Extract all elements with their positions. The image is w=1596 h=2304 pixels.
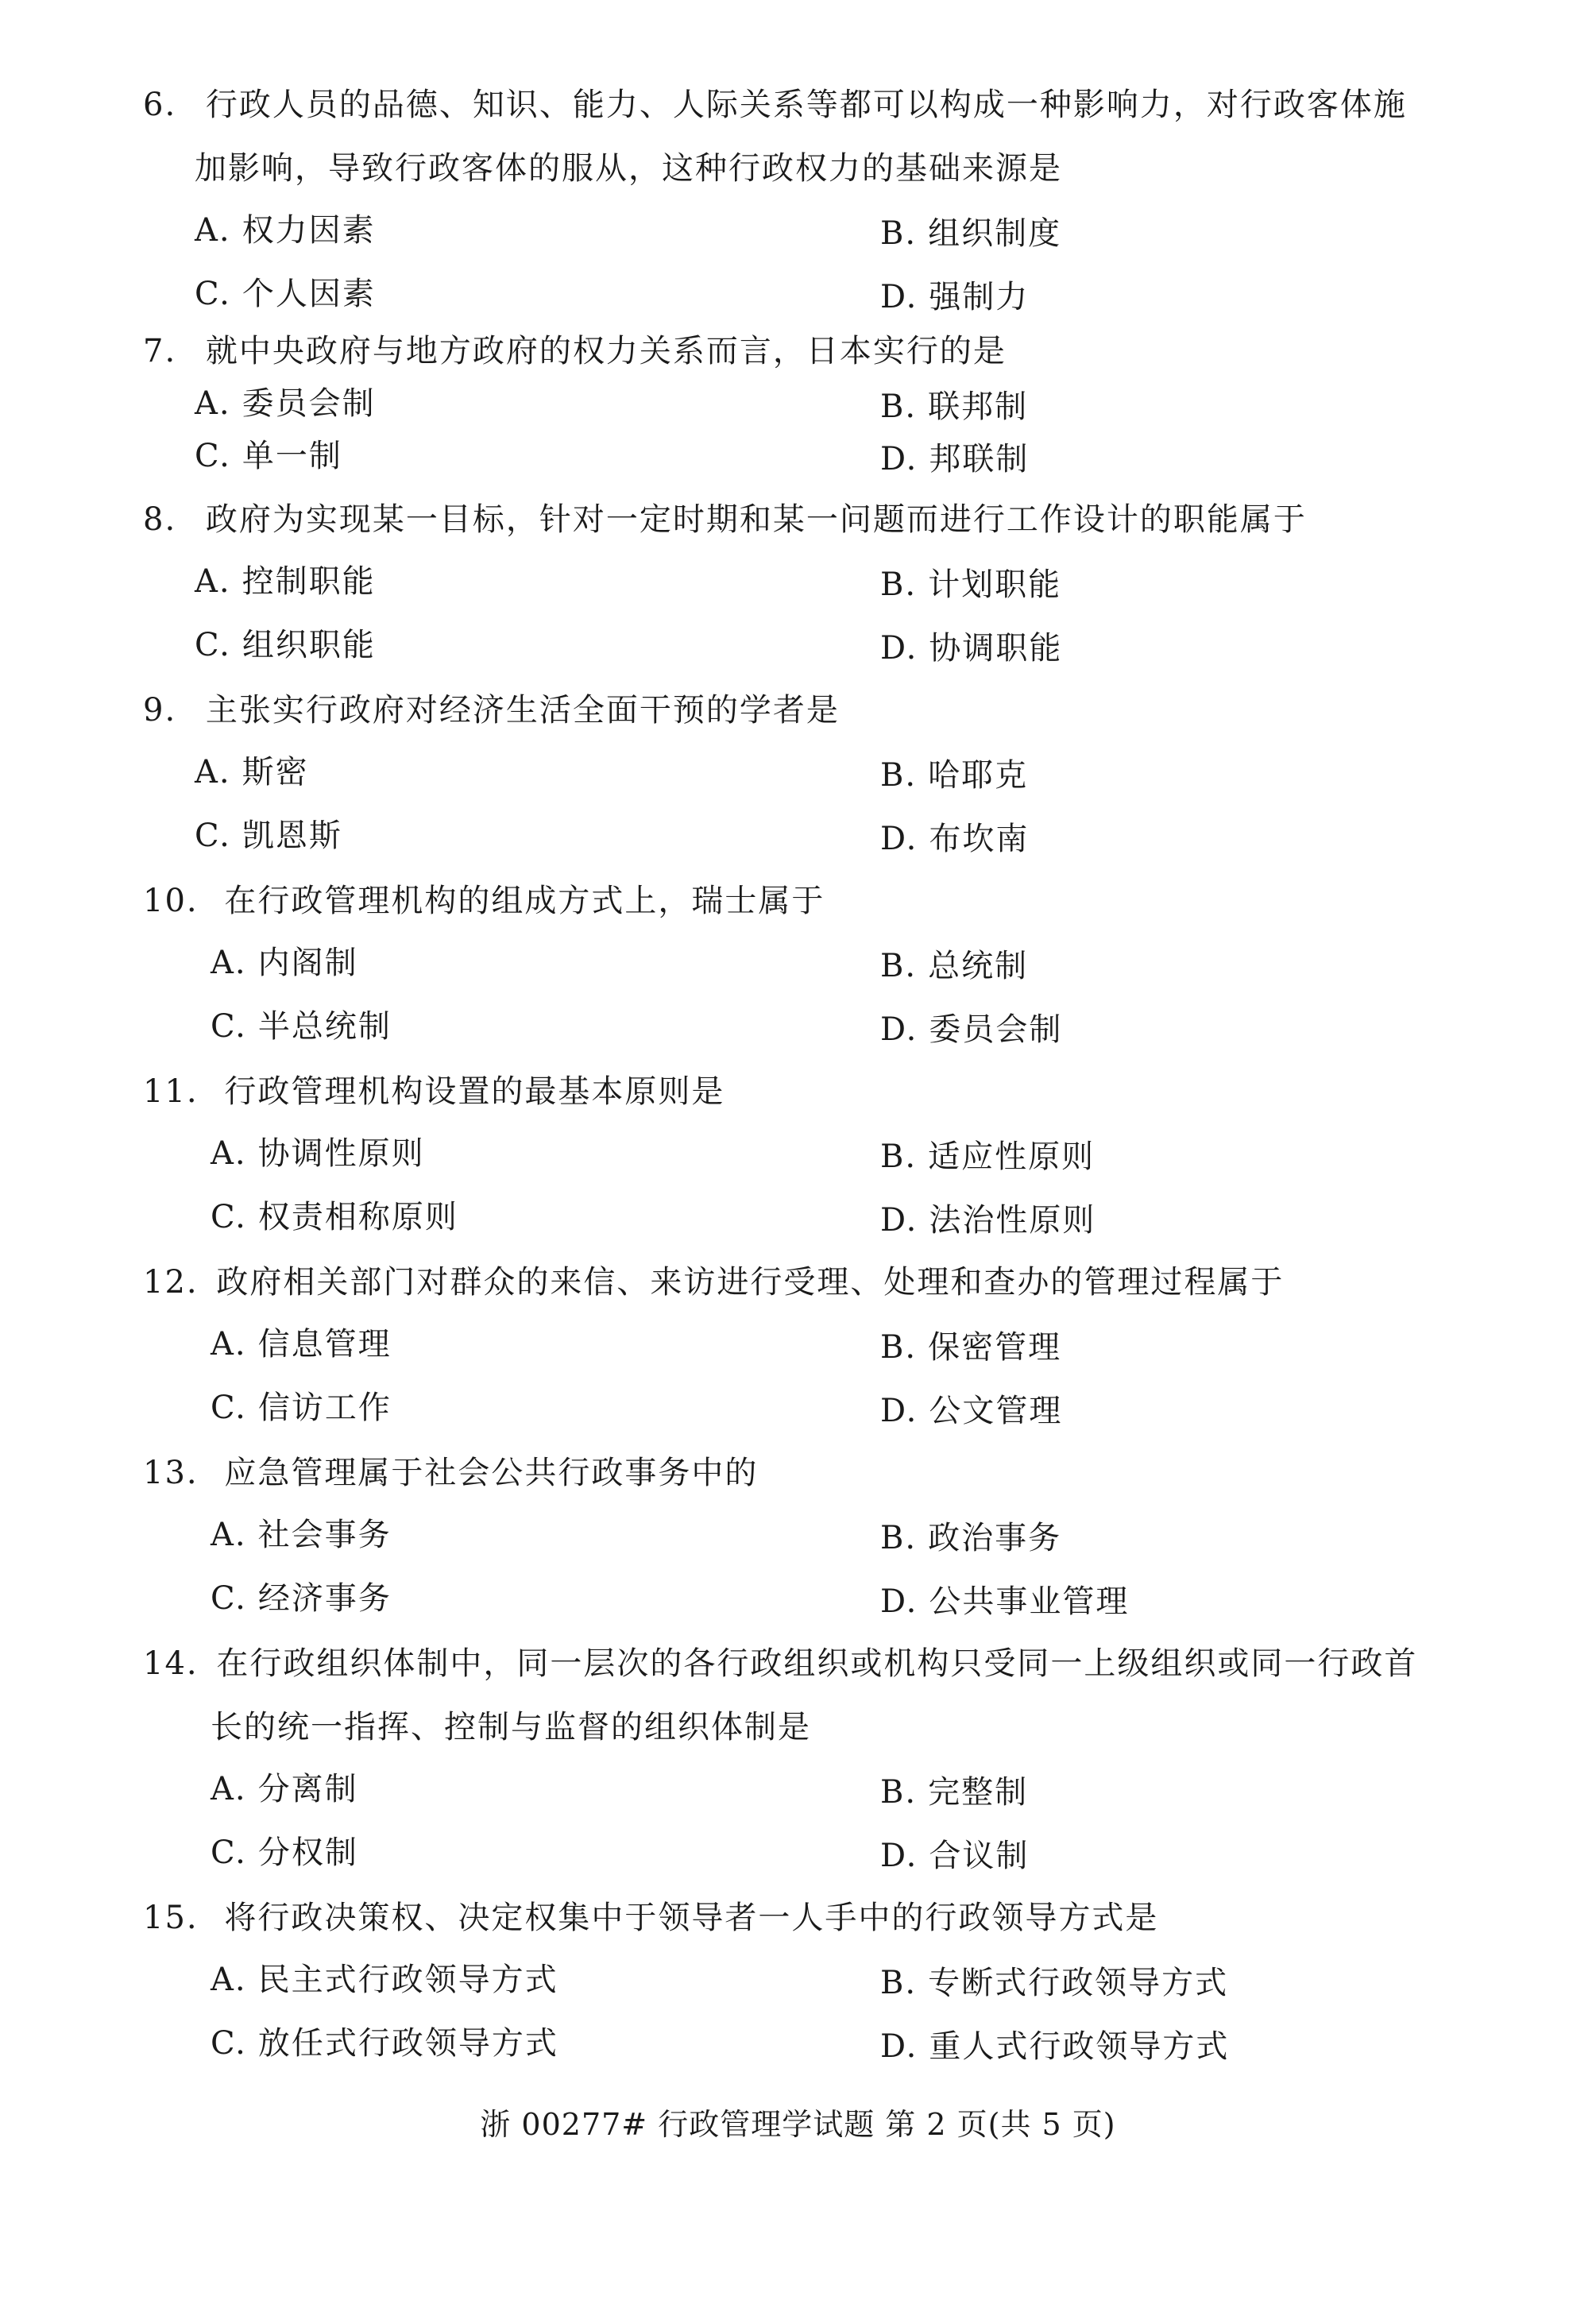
question-text: 行政人员的品德、知识、能力、人际关系等都可以构成一种影响力，对行政客体施: [205, 87, 1407, 123]
question-text: 在行政组织体制中，同一层次的各行政组织或机构只受同一上级组织或同一行政首: [216, 1645, 1418, 1682]
option-a: A. 民主式行政领导方式: [211, 1962, 558, 1998]
option-c: C. 经济事务: [211, 1580, 392, 1617]
option-d: D. 布坎南: [880, 821, 1030, 857]
option-c: C. 信访工作: [211, 1390, 392, 1426]
option-b: B. 完整制: [880, 1774, 1029, 1811]
option-d: D. 重人式行政领导方式: [880, 2028, 1230, 2065]
question-text: 长的统一指挥、控制与监督的组织体制是: [211, 1709, 811, 1745]
option-a: A. 社会事务: [211, 1517, 392, 1553]
option-b: B. 保密管理: [880, 1329, 1062, 1366]
option-c: C. 半总统制: [211, 1008, 392, 1045]
option-d: D. 强制力: [880, 279, 1030, 315]
option-a: A. 权力因素: [195, 212, 376, 249]
question-number: 6.: [143, 87, 177, 123]
question-number: 9.: [143, 692, 177, 729]
option-b: B. 哈耶克: [880, 757, 1029, 794]
option-b: B. 专断式行政领导方式: [880, 1965, 1229, 2001]
option-b: B. 组织制度: [880, 215, 1062, 252]
option-d: D. 合议制: [880, 1838, 1030, 1874]
option-d: D. 委员会制: [880, 1011, 1063, 1048]
question-text: 政府为实现某一目标，针对一定时期和某一问题而进行工作设计的职能属于: [205, 501, 1307, 538]
option-c: C. 分权制: [211, 1834, 358, 1871]
option-a: A. 斯密: [195, 754, 309, 791]
question-number: 14.: [143, 1645, 199, 1682]
question-number: 7.: [143, 333, 177, 369]
question-text: 加影响，导致行政客体的服从，这种行政权力的基础来源是: [195, 150, 1062, 187]
option-d: D. 公文管理: [880, 1393, 1063, 1429]
question-number: 10.: [143, 883, 199, 919]
question-number: 8.: [143, 501, 177, 538]
question-text: 主张实行政府对经济生活全面干预的学者是: [205, 692, 840, 729]
option-b: B. 政治事务: [880, 1520, 1062, 1556]
option-a: A. 协调性原则: [211, 1135, 425, 1172]
option-b: B. 联邦制: [880, 389, 1029, 425]
option-d: D. 公共事业管理: [880, 1583, 1130, 1620]
option-c: C. 个人因素: [195, 276, 376, 312]
option-d: D. 协调职能: [880, 630, 1063, 667]
option-a: A. 分离制: [211, 1771, 358, 1807]
option-c: C. 凯恩斯: [195, 818, 342, 854]
option-b: B. 计划职能: [880, 566, 1062, 603]
option-c: C. 放任式行政领导方式: [211, 2025, 558, 2062]
question-text: 应急管理属于社会公共行政事务中的: [224, 1455, 759, 1491]
option-a: A. 控制职能: [195, 563, 376, 600]
question-text: 在行政管理机构的组成方式上，瑞士属于: [224, 883, 825, 919]
question-number: 15.: [143, 1900, 199, 1936]
option-d: D. 法治性原则: [880, 1202, 1096, 1239]
option-a: A. 委员会制: [195, 385, 376, 422]
question-number: 12.: [143, 1264, 199, 1301]
option-c: C. 权责相称原则: [211, 1199, 458, 1235]
question-number: 13.: [143, 1455, 199, 1491]
option-b: B. 总统制: [880, 948, 1029, 984]
question-text: 行政管理机构设置的最基本原则是: [224, 1073, 725, 1110]
option-d: D. 邦联制: [880, 441, 1030, 477]
option-b: B. 适应性原则: [880, 1138, 1096, 1175]
option-a: A. 内阁制: [211, 945, 358, 981]
question-text: 政府相关部门对群众的来信、来访进行受理、处理和查办的管理过程属于: [216, 1264, 1285, 1301]
page-footer: 浙 00277# 行政管理学试题 第 2 页(共 5 页): [480, 2107, 1116, 2142]
question-number: 11.: [143, 1073, 199, 1110]
question-text: 将行政决策权、决定权集中于领导者一人手中的行政领导方式是: [224, 1900, 1159, 1936]
option-c: C. 单一制: [195, 438, 342, 474]
option-c: C. 组织职能: [195, 627, 376, 663]
option-a: A. 信息管理: [211, 1326, 392, 1363]
question-text: 就中央政府与地方政府的权力关系而言，日本实行的是: [205, 333, 1007, 369]
